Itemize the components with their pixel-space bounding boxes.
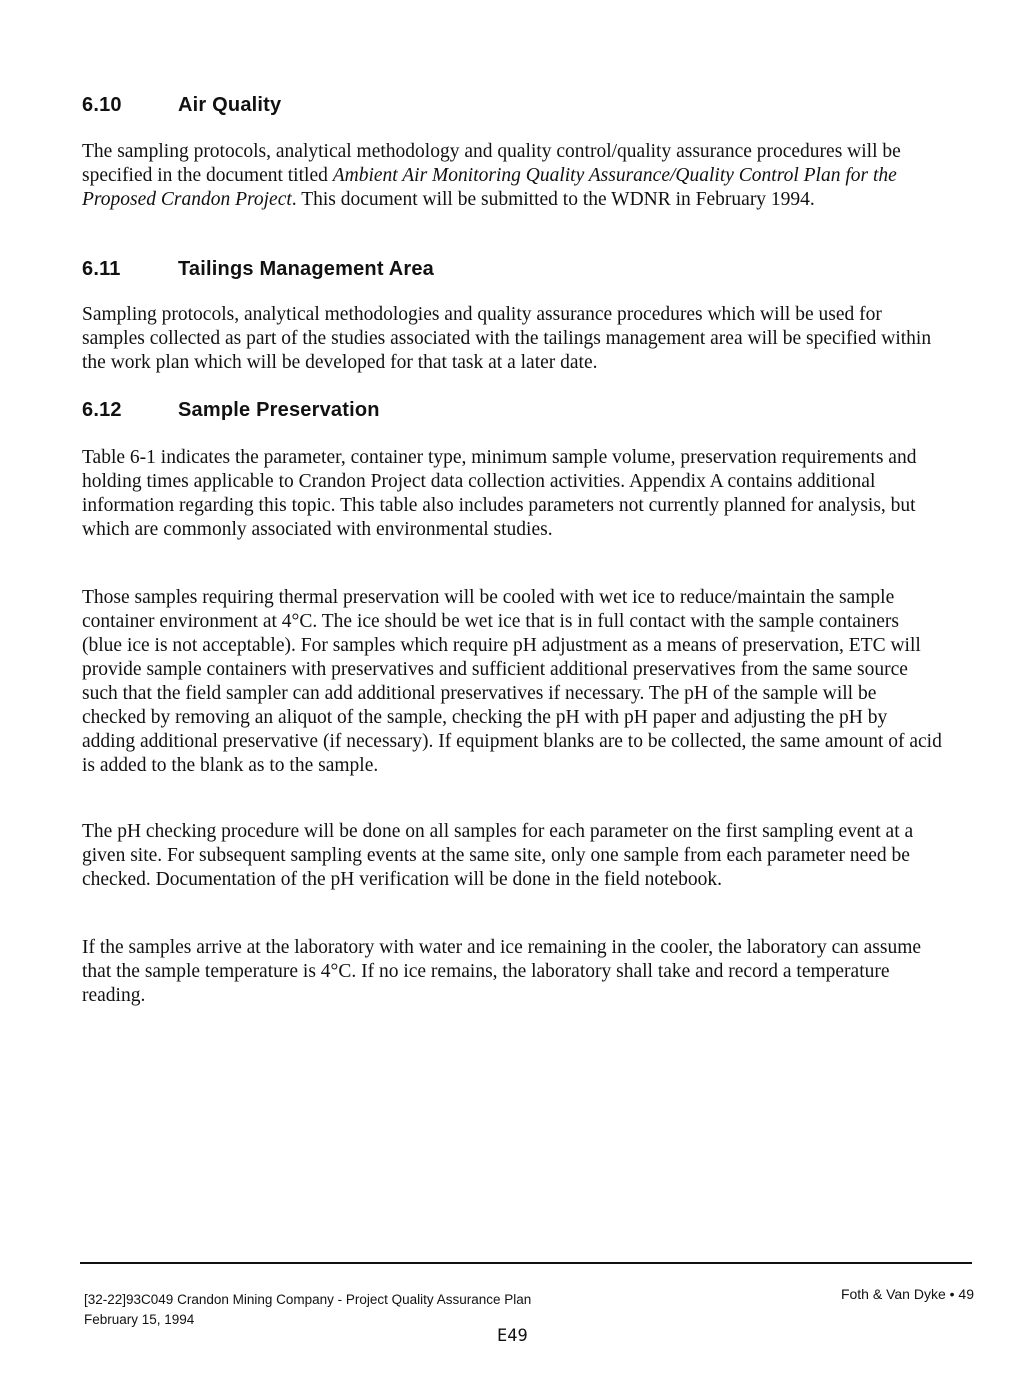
section-number: 6.11 [82,258,121,280]
footer-date: February 15, 1994 [84,1312,195,1327]
section-heading-6-12 [82,399,380,422]
section-title: Air Quality [178,94,282,116]
section-number: 6.10 [82,94,122,116]
document-title: Ambient Air Monitoring Quality Assurance/Quality Control Plan for the Proposed Crandon Project [82,165,897,210]
paragraph-text: . This document will be submitted to the WDNR in February 1994. [291,189,815,210]
page-code: E49 [497,1326,528,1346]
preservation-paragraph-4: If the samples arrive at the laboratory with water and ice remaining in the cooler, the laboratory can assume that the sample temperature is 4°C. If no ice remains, the laboratory shall take and record a temperature reading. [82,937,922,1006]
section-heading-6-10 [82,94,281,117]
footer-document-info [84,1290,531,1330]
air-quality-paragraph [82,140,942,212]
paragraph-text: The sampling protocols, analytical methodology and quality control/quality assurance procedures will be specified in the document titled [82,141,901,186]
section-heading-6-11 [82,258,434,281]
section-number: 6.12 [82,399,122,421]
section-title: Tailings Management Area [178,258,434,280]
footer-company-page: Foth & Van Dyke • 49 [840,1286,974,1302]
preservation-paragraph-2: Those samples requiring thermal preservation will be cooled with wet ice to reduce/maintain the sample container environment at 4°C. The ice should be wet ice that is in full contact with the sample containers (blue ice is not acceptable). For samples which require pH adjustment as a means of preservation, ETC will provide sample containers with preservatives and sufficient additional preservatives from the same source such that the field sampler can add additional preservatives if necessary. The pH of the sample will be checked by removing an aliquot of the sample, checking the pH with pH paper and adjusting the pH by adding additional preservative (if necessary). If equipment blanks are to be collected, the same amount of acid is added to the blank as to the sample. [82,587,942,776]
section-title: Sample Preservation [178,399,380,421]
footer-doc-line: [32-22]93C049 Crandon Mining Company - Project Quality Assurance Plan [84,1292,532,1307]
preservation-paragraph-3: The pH checking procedure will be done on all samples for each parameter on the first sampling event at a given site. For subsequent sampling events at the same site, only one sample from each parameter need be checked. Documentation of the pH verification will be done in the field notebook. [82,821,914,890]
footer-rule [80,1262,972,1264]
preservation-paragraph-1: Table 6-1 indicates the parameter, container type, minimum sample volume, preservation requirements and holding times applicable to Crandon Project data collection activities. Appendix A contains additional information regarding this topic. This table also includes parameters not currently planned for analysis, but which are commonly associated with environmental studies. [82,447,917,540]
tailings-paragraph: Sampling protocols, analytical methodologies and quality assurance procedures which will be used for samples collected as part of the studies associated with the tailings management area will be specified within the work plan which will be developed for that task at a later date. [82,304,932,373]
